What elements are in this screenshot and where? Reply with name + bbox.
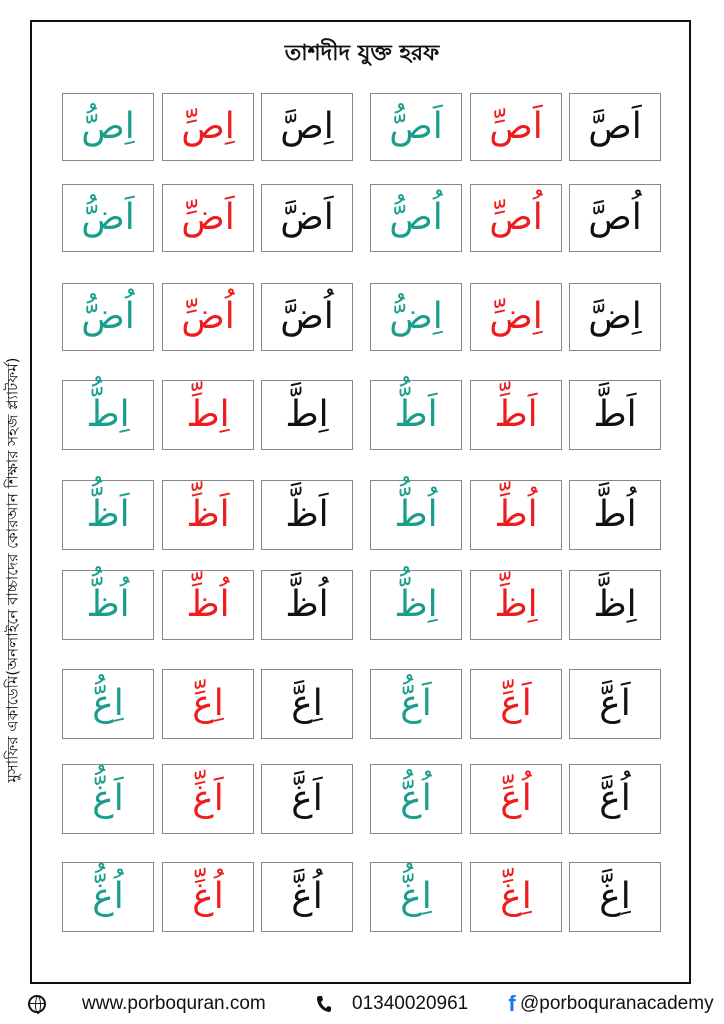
letter-card: [569, 93, 661, 161]
letter-card: [470, 669, 562, 739]
letter-glyph: اِغُّ: [400, 876, 432, 917]
page-title: তাশদীদ যুক্ত হরফ: [284, 41, 440, 66]
letter-glyph: اِغِّ: [500, 876, 532, 917]
letter-glyph: اَضُّ: [81, 197, 135, 238]
letter-glyph: اُطُّ: [394, 494, 438, 535]
letter-card: [370, 380, 462, 450]
letter-card: [370, 184, 462, 252]
letter-glyph: اِظِّ: [494, 584, 538, 625]
letter-glyph: اِظَّ: [593, 584, 637, 625]
letter-glyph: اَصُّ: [389, 106, 443, 147]
letter-glyph: اُغُّ: [92, 876, 124, 917]
letter-glyph: اِطُّ: [86, 394, 130, 435]
footer-phone[interactable]: [316, 990, 468, 1018]
grid-row: [62, 764, 662, 834]
letter-card: [261, 380, 353, 450]
grid-row: [62, 570, 662, 640]
letter-card: [62, 283, 154, 351]
letter-card: [62, 184, 154, 252]
letter-glyph: اِضَّ: [588, 296, 642, 337]
letter-glyph: اِعَّ: [291, 683, 323, 724]
letter-card: [162, 764, 254, 834]
letter-glyph: اُصُّ: [389, 197, 443, 238]
letter-card: [62, 862, 154, 932]
letter-glyph: اَظُّ: [86, 494, 130, 535]
letter-card: [569, 669, 661, 739]
letter-card: [62, 93, 154, 161]
letter-card: [470, 570, 562, 640]
letter-card: [62, 380, 154, 450]
letter-glyph: اَظِّ: [186, 494, 230, 535]
letter-glyph: اَعِّ: [500, 683, 532, 724]
letter-card: [62, 480, 154, 550]
letter-glyph: اَطُّ: [394, 394, 438, 435]
letter-card: [162, 380, 254, 450]
letter-card: [470, 862, 562, 932]
letter-card: [261, 184, 353, 252]
letter-glyph: اُطَّ: [593, 494, 637, 535]
letter-card: [261, 283, 353, 351]
letter-card: [470, 93, 562, 161]
letter-glyph: اُعُّ: [400, 778, 432, 819]
letter-card: [162, 669, 254, 739]
phone-icon: [316, 995, 332, 1013]
side-caption-text: মুসাফির একাডেমি(অনলাইনে বাচ্চাদের কোরআন শিক্ষার সহজ প্ল্যাটফর্ম): [3, 357, 22, 783]
letter-glyph: اَضَّ: [280, 197, 334, 238]
globe-icon: [28, 995, 46, 1013]
letter-glyph: اِظُّ: [394, 584, 438, 625]
letter-card: [569, 184, 661, 252]
footer-website[interactable]: [28, 990, 266, 1018]
grid-row: [62, 862, 662, 932]
letter-glyph: اِعِّ: [192, 683, 224, 724]
letter-glyph: اُطِّ: [494, 494, 538, 535]
letter-card: [62, 669, 154, 739]
letter-card: [62, 570, 154, 640]
letter-card: [470, 480, 562, 550]
letter-card: [370, 669, 462, 739]
grid-row: [62, 669, 662, 739]
letter-card: [162, 184, 254, 252]
letter-card: [370, 283, 462, 351]
letter-card: [370, 93, 462, 161]
grid-row: [62, 184, 662, 254]
letter-card: [569, 862, 661, 932]
letter-card: [261, 669, 353, 739]
letter-glyph: اِطَّ: [285, 394, 329, 435]
letter-card: [162, 862, 254, 932]
letter-glyph: اَضِّ: [181, 197, 235, 238]
facebook-icon: f: [508, 991, 516, 1016]
letter-glyph: اَغُّ: [92, 778, 124, 819]
letter-card: [162, 283, 254, 351]
letter-glyph: اِطِّ: [186, 394, 230, 435]
letter-card: [162, 570, 254, 640]
letter-glyph: اَغِّ: [192, 778, 224, 819]
letter-card: [162, 93, 254, 161]
letter-card: [370, 862, 462, 932]
letter-glyph: اُضِّ: [181, 296, 235, 337]
letter-card: [470, 380, 562, 450]
letter-card: [569, 380, 661, 450]
letter-glyph: اِغَّ: [599, 876, 631, 917]
letter-glyph: اُغِّ: [192, 876, 224, 917]
grid-row: [62, 380, 662, 450]
letter-glyph: اَصَّ: [588, 106, 642, 147]
letter-card: [261, 764, 353, 834]
letter-glyph: اِصُّ: [81, 106, 135, 147]
letter-glyph: اَعَّ: [599, 683, 631, 724]
letter-glyph: اُضُّ: [81, 296, 135, 337]
grid-row: [62, 93, 662, 163]
letter-card: [162, 480, 254, 550]
letter-glyph: اِضِّ: [489, 296, 543, 337]
letter-card: [261, 480, 353, 550]
letter-card: [470, 764, 562, 834]
phone-text: 01340020961: [352, 993, 469, 1014]
letter-glyph: اِصِّ: [181, 106, 235, 147]
letter-card: [261, 862, 353, 932]
letter-card: [569, 480, 661, 550]
letter-card: [370, 764, 462, 834]
letter-glyph: اِصَّ: [280, 106, 334, 147]
letter-card: [261, 93, 353, 161]
letter-card: [470, 283, 562, 351]
letter-card: [370, 570, 462, 640]
letter-glyph: اُظُّ: [86, 584, 130, 625]
letter-glyph: اَغَّ: [291, 778, 323, 819]
letter-glyph: اِضُّ: [389, 296, 443, 337]
grid-row: [62, 480, 662, 550]
letter-glyph: اُضَّ: [280, 296, 334, 337]
letter-glyph: اُظِّ: [186, 584, 230, 625]
letter-glyph: اُغَّ: [291, 876, 323, 917]
letter-glyph: اَطِّ: [494, 394, 538, 435]
grid-row: [62, 283, 662, 353]
letter-glyph: اُصِّ: [489, 197, 543, 238]
letter-glyph: اَظَّ: [285, 494, 329, 535]
letter-glyph: اِعُّ: [92, 683, 124, 724]
letter-glyph: اُعِّ: [500, 778, 532, 819]
letter-card: [569, 283, 661, 351]
letter-glyph: اُصَّ: [588, 197, 642, 238]
side-caption: [2, 270, 26, 870]
letter-card: [370, 480, 462, 550]
letter-card: [569, 764, 661, 834]
facebook-text: @porboquranacademy: [520, 993, 714, 1014]
letter-card: [261, 570, 353, 640]
website-text: www.porboquran.com: [82, 993, 266, 1014]
letter-glyph: اُعَّ: [599, 778, 631, 819]
letter-glyph: اَطَّ: [593, 394, 637, 435]
letter-card: [62, 764, 154, 834]
letter-card: [569, 570, 661, 640]
letter-card: [470, 184, 562, 252]
letter-glyph: اُظَّ: [285, 584, 329, 625]
footer-facebook[interactable]: [504, 990, 714, 1018]
letter-glyph: اَصِّ: [489, 106, 543, 147]
letter-glyph: اَعُّ: [400, 683, 432, 724]
